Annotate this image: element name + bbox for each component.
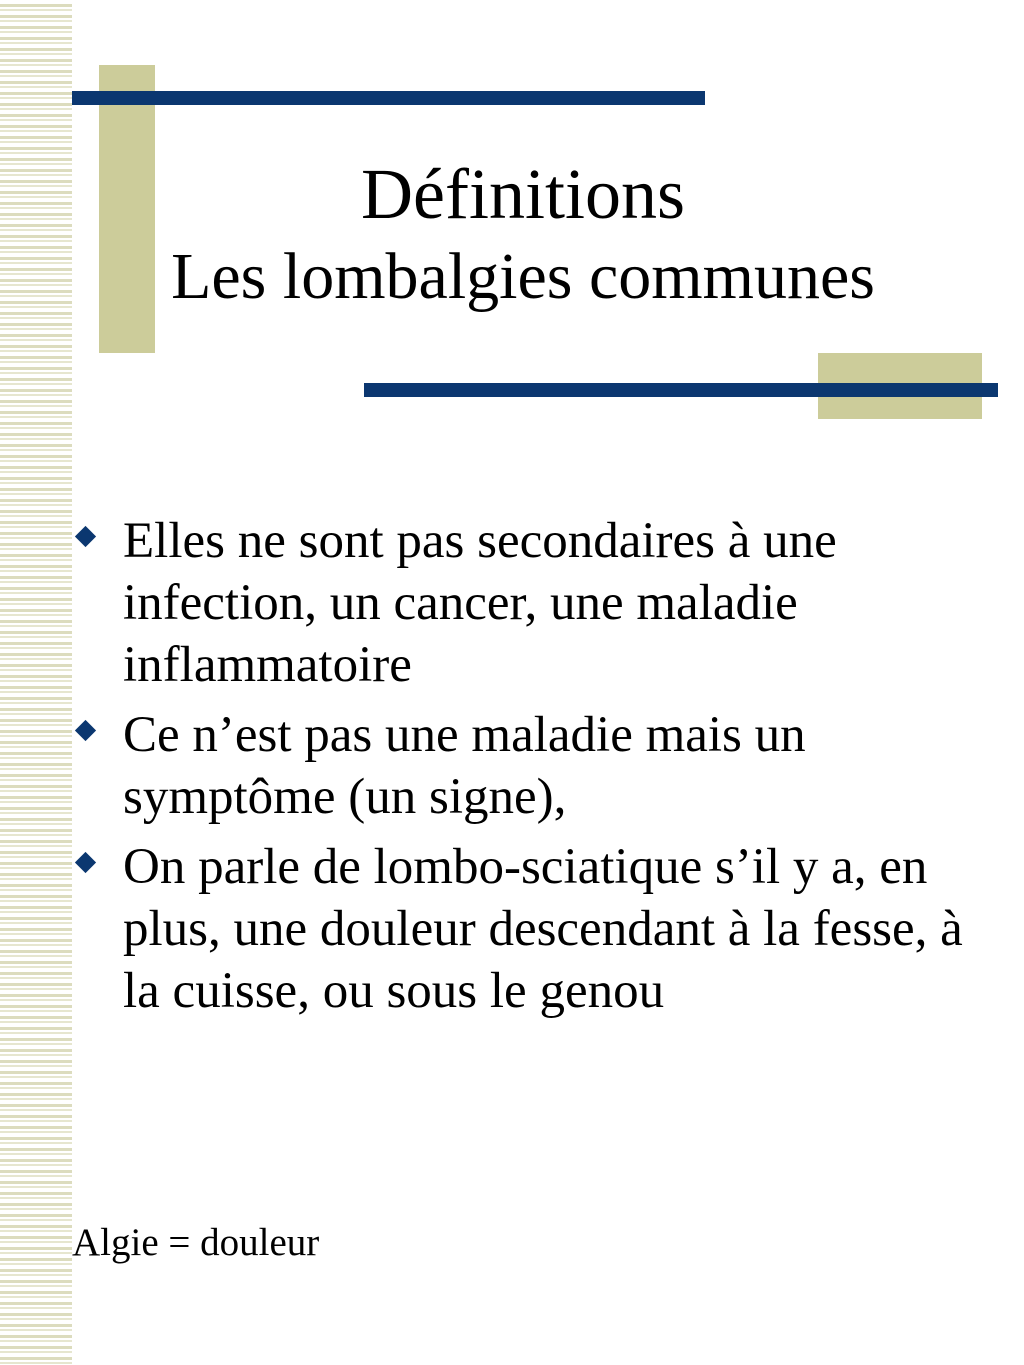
bullet-item (76, 510, 976, 696)
bullet-item (76, 836, 976, 1022)
slide-title: Définitions (361, 154, 685, 234)
bullet-item (76, 704, 976, 828)
bullet-text: Ce n’est pas une maladie mais un symptôme (un signe), (123, 707, 806, 825)
bullet-text: On parle de lombo-sciatique s’il y a, en plus, une douleur descendant à la fesse, à la cuisse, ou sous le genou (123, 839, 963, 1019)
diamond-icon (75, 526, 96, 547)
slide-subtitle: Les lombalgies communes (171, 240, 875, 313)
bullet-list (76, 510, 976, 1030)
title-rule-bottom (364, 383, 998, 397)
bullet-text: Elles ne sont pas secondaires à une infection, un cancer, une maladie inflammatoire (123, 513, 837, 693)
title-rule-top (72, 91, 705, 105)
diamond-icon (75, 720, 96, 741)
diamond-icon (75, 852, 96, 873)
footnote: Algie = douleur (72, 1221, 320, 1264)
